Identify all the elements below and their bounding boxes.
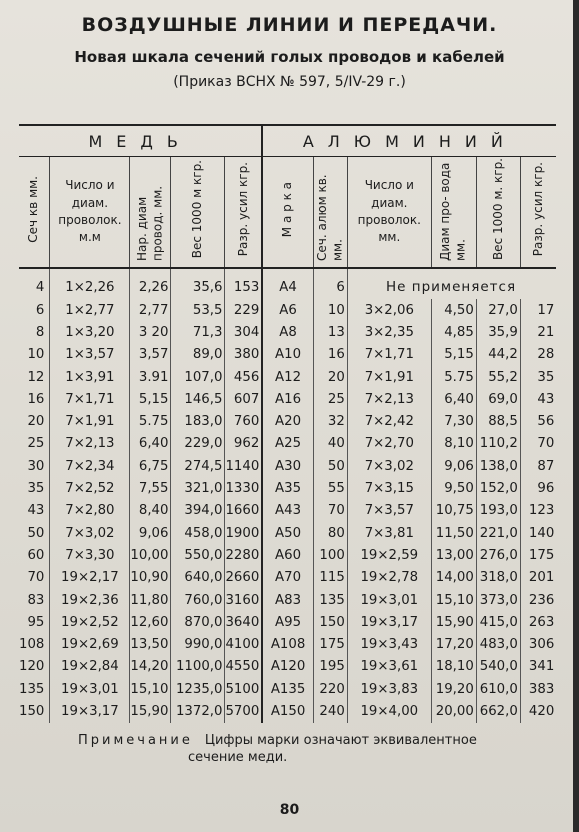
cell-al-mark: А95 (262, 611, 313, 633)
cell-al-mark: А43 (262, 500, 313, 522)
cell-cu-weight: 35,6 (171, 268, 225, 299)
cell-al-weight: 110,2 (476, 433, 520, 455)
cell-cu-section: 50 (19, 522, 50, 544)
header-al-strength-text: Разр. усил кгр. (530, 162, 545, 257)
cell-cu-wire-diam: 10,00 (130, 544, 171, 566)
header-cu-weight (171, 157, 225, 269)
table-row (19, 633, 556, 655)
header-cu-section-text: Сеч кв мм. (26, 175, 41, 243)
cell-al-section: 10 (313, 299, 347, 321)
cell-al-section: 115 (313, 567, 347, 589)
cell-al-section: 175 (313, 633, 347, 655)
cell-al-mark: А150 (262, 700, 313, 722)
cell-cu-wire-diam: 3,57 (130, 344, 171, 366)
cell-cu-wires: 7×2,52 (50, 477, 130, 499)
cell-cu-strength: 456 (225, 366, 262, 388)
cell-al-mark: А135 (262, 678, 313, 700)
cell-al-wire-diam: 9,50 (431, 477, 476, 499)
cell-cu-wire-diam: 15,90 (130, 700, 171, 722)
table-body (19, 268, 556, 723)
cell-al-weight: 415,0 (476, 611, 520, 633)
header-al-mark-text: М а р к а (280, 181, 295, 237)
cell-al-strength: 28 (537, 347, 555, 363)
cell-al-section: 6 (313, 268, 347, 299)
group-header-row (19, 125, 556, 157)
cell-al-weight: 318,0 (476, 567, 520, 589)
header-cu-wire-diam (130, 157, 171, 269)
header-al-wires: Число и диам. проволок. мм. (347, 157, 431, 269)
cell-al-wires: 19×3,43 (347, 633, 431, 655)
cell-al-wires: 7×2,42 (347, 410, 431, 432)
cell-al-weight: 27,0 (476, 299, 520, 321)
cell-al-section: 100 (313, 544, 347, 566)
cell-al-mark: А108 (262, 633, 313, 655)
footnote-text: Цифры марки означают эквивалентное (204, 733, 477, 748)
table-row (19, 433, 556, 455)
cell-al-wire-diam: 5.75 (431, 366, 476, 388)
cell-al-wires: 7×3,57 (347, 500, 431, 522)
cell-al-mark: А35 (262, 477, 313, 499)
cell-al-section: 220 (313, 678, 347, 700)
cell-cu-section: 120 (19, 656, 50, 678)
cell-al-strength: 263 (528, 614, 555, 630)
cell-al-wire-diam: 8,10 (431, 433, 476, 455)
cell-al-mark: А60 (262, 544, 313, 566)
cell-al-section: 195 (313, 656, 347, 678)
cell-al-section: 32 (313, 410, 347, 432)
cell-cu-section: 6 (19, 299, 50, 321)
cell-cu-weight: 146,5 (171, 388, 225, 410)
cell-cu-strength: 1660 (225, 500, 262, 522)
cell-al-mark: А8 (262, 321, 313, 343)
cell-cu-wires: 19×3,17 (50, 700, 130, 722)
header-al-wire-diam-text: Диам про- вода мм. (438, 162, 468, 262)
cell-al-weight: 88,5 (476, 410, 520, 432)
cell-al-mark: А83 (262, 589, 313, 611)
cell-cu-wires: 7×2,13 (50, 433, 130, 455)
cell-cu-wire-diam: 12,60 (130, 611, 171, 633)
cell-cu-section: 4 (19, 268, 50, 299)
cell-cu-wire-diam: 5,15 (130, 388, 171, 410)
cell-al-wire-diam: 19,20 (431, 678, 476, 700)
cell-cu-wire-diam: 3.91 (130, 366, 171, 388)
cell-al-weight: 610,0 (476, 678, 520, 700)
cell-cu-strength: 5700 (225, 700, 262, 722)
cell-cu-weight: 760,0 (171, 589, 225, 611)
cell-al-wires: 7×1,91 (347, 366, 431, 388)
cell-cu-section: 20 (19, 410, 50, 432)
cell-al-wires: 19×3,01 (347, 589, 431, 611)
footnote-label: Примечание (78, 733, 193, 748)
cell-al-weight: 44,2 (476, 344, 520, 366)
table-row (19, 567, 556, 589)
cell-al-section: 16 (313, 344, 347, 366)
cell-cu-wire-diam: 14,20 (130, 656, 171, 678)
cell-al-mark: А4 (262, 268, 313, 299)
cell-al-wires: 19×3,61 (347, 656, 431, 678)
cell-cu-section: 70 (19, 567, 50, 589)
cell-al-section: 135 (313, 589, 347, 611)
cell-cu-wire-diam: 15,10 (130, 678, 171, 700)
cell-cu-weight: 53,5 (171, 299, 225, 321)
cell-cu-section: 8 (19, 321, 50, 343)
cell-cu-section: 83 (19, 589, 50, 611)
header-al-wire-diam (431, 157, 476, 269)
cell-cu-weight: 321,0 (171, 477, 225, 499)
footnote-text-continued: сечение меди. (188, 750, 288, 765)
cell-cu-weight: 458,0 (171, 522, 225, 544)
cell-al-section: 55 (313, 477, 347, 499)
table-row (19, 700, 556, 722)
cell-al-wires: 7×3,81 (347, 522, 431, 544)
cell-al-wire-diam: 15,10 (431, 589, 476, 611)
cell-al-wires: 3×2,06 (347, 299, 431, 321)
cell-al-weight: 662,0 (476, 700, 520, 722)
table-row (19, 388, 556, 410)
page-title: ВОЗДУШНЫЕ ЛИНИИ И ПЕРЕДАЧИ. (81, 14, 498, 36)
cell-cu-section: 16 (19, 388, 50, 410)
group-aluminium: АЛЮМИНИЙ (262, 125, 556, 157)
cell-al-wire-diam: 6,40 (431, 388, 476, 410)
table-row (19, 410, 556, 432)
cell-al-section: 50 (313, 455, 347, 477)
cell-al-weight: 55,2 (476, 366, 520, 388)
cell-cu-section: 12 (19, 366, 50, 388)
cell-cu-strength: 962 (225, 433, 262, 455)
cell-cu-strength: 3160 (225, 589, 262, 611)
table-row (19, 678, 556, 700)
header-al-mark (262, 157, 313, 269)
cell-cu-weight: 229,0 (171, 433, 225, 455)
cell-al-mark: А30 (262, 455, 313, 477)
cell-cu-weight: 1100,0 (171, 656, 225, 678)
cell-al-mark: А120 (262, 656, 313, 678)
cell-cu-section: 108 (19, 633, 50, 655)
cell-al-weight: 540,0 (476, 656, 520, 678)
cell-al-strength: 236 (528, 592, 555, 608)
cell-cu-wires: 19×2,17 (50, 567, 130, 589)
cell-cu-strength: 1330 (225, 477, 262, 499)
cell-cu-wire-diam: 5.75 (130, 410, 171, 432)
table-row (19, 500, 556, 522)
cell-al-strength: 306 (528, 637, 555, 653)
header-cu-strength-text: Разр. усил кгр. (235, 162, 250, 257)
page-subtitle: Новая шкала сечений голых проводов и кабелей (74, 48, 505, 66)
order-reference: (Приказ ВСНХ № 597, 5/IV-29 г.) (173, 74, 406, 90)
cell-al-strength: 56 (537, 414, 555, 430)
cell-al-strength: 420 (528, 703, 555, 719)
cell-cu-section: 150 (19, 700, 50, 722)
cell-cu-weight: 990,0 (171, 633, 225, 655)
cell-al-wire-diam: 14,00 (431, 567, 476, 589)
cell-al-weight: 373,0 (476, 589, 520, 611)
cell-cu-strength: 304 (225, 321, 262, 343)
cell-cu-wire-diam: 7,55 (130, 477, 171, 499)
group-copper: МЕДЬ (19, 125, 262, 157)
cell-al-weight: 221,0 (476, 522, 520, 544)
header-al-weight-text: Вес 1000 м. кгр. (490, 158, 505, 261)
cell-cu-strength: 1900 (225, 522, 262, 544)
cell-al-wires: 7×3,15 (347, 477, 431, 499)
cell-cu-wire-diam: 9,06 (130, 522, 171, 544)
cell-cu-wire-diam: 10,90 (130, 567, 171, 589)
cell-cu-weight: 394,0 (171, 500, 225, 522)
cell-al-strength: 21 (537, 324, 555, 340)
cell-al-mark: А16 (262, 388, 313, 410)
cell-al-wire-diam: 11,50 (431, 522, 476, 544)
cell-cu-wires: 7×1,71 (50, 388, 130, 410)
cell-cu-wires: 1×3,91 (50, 366, 130, 388)
cell-al-wire-diam: 13,00 (431, 544, 476, 566)
cell-al-weight: 193,0 (476, 500, 520, 522)
cell-al-mark: А70 (262, 567, 313, 589)
cell-al-strength: 96 (537, 481, 555, 497)
cell-al-wires: 7×2,13 (347, 388, 431, 410)
cell-cu-strength: 4550 (225, 656, 262, 678)
cell-al-mark: А50 (262, 522, 313, 544)
cell-cu-weight: 1372,0 (171, 700, 225, 722)
header-cu-strength (225, 157, 262, 269)
cell-cu-wires: 19×2,69 (50, 633, 130, 655)
cell-al-weight: 138,0 (476, 455, 520, 477)
cell-cu-wire-diam: 3 20 (130, 321, 171, 343)
cell-cu-wires: 7×2,80 (50, 500, 130, 522)
cell-al-strength: 87 (537, 458, 555, 474)
cell-al-strength: 341 (528, 659, 555, 675)
cell-cu-wires: 19×2,84 (50, 656, 130, 678)
cell-al-wire-diam: 4,85 (431, 321, 476, 343)
cell-cu-wires: 1×2,77 (50, 299, 130, 321)
table-row (19, 344, 556, 366)
cell-al-wires: 7×2,70 (347, 433, 431, 455)
column-header-row (19, 157, 556, 269)
cell-cu-strength: 760 (225, 410, 262, 432)
cell-al-weight: 69,0 (476, 388, 520, 410)
table-row (19, 656, 556, 678)
cell-cu-weight: 274,5 (171, 455, 225, 477)
header-cu-section (19, 157, 50, 269)
cell-al-wires: 19×4,00 (347, 700, 431, 722)
cell-al-weight: 276,0 (476, 544, 520, 566)
cell-al-section: 70 (313, 500, 347, 522)
cell-al-mark: А6 (262, 299, 313, 321)
cell-cu-strength: 3640 (225, 611, 262, 633)
cell-cu-strength: 607 (225, 388, 262, 410)
header-al-weight (476, 157, 520, 269)
cell-cu-section: 30 (19, 455, 50, 477)
cell-cu-strength: 5100 (225, 678, 262, 700)
cell-cu-wire-diam: 6,40 (130, 433, 171, 455)
cell-cu-wires: 7×3,02 (50, 522, 130, 544)
cable-table (19, 124, 556, 723)
cell-cu-strength: 380 (225, 344, 262, 366)
cell-al-wires: 19×2,59 (347, 544, 431, 566)
cell-al-weight: 35,9 (476, 321, 520, 343)
cell-cu-strength: 4100 (225, 633, 262, 655)
table-row (19, 455, 556, 477)
table-row (19, 366, 556, 388)
cell-al-wire-diam: 17,20 (431, 633, 476, 655)
cell-cu-weight: 1235,0 (171, 678, 225, 700)
cell-al-mark: А12 (262, 366, 313, 388)
cell-cu-section: 43 (19, 500, 50, 522)
cell-cu-wire-diam: 11,80 (130, 589, 171, 611)
cell-cu-strength: 2280 (225, 544, 262, 566)
cell-al-section: 40 (313, 433, 347, 455)
table-row (19, 544, 556, 566)
cell-al-section: 25 (313, 388, 347, 410)
cell-al-section: 13 (313, 321, 347, 343)
cell-cu-wire-diam: 8,40 (130, 500, 171, 522)
cell-cu-weight: 71,3 (171, 321, 225, 343)
cell-al-wire-diam: 4,50 (431, 299, 476, 321)
cell-al-wires: 19×2,78 (347, 567, 431, 589)
cell-cu-weight: 183,0 (171, 410, 225, 432)
cell-cu-strength: 1140 (225, 455, 262, 477)
cell-al-strength: 70 (537, 436, 555, 452)
cell-cu-wires: 19×3,01 (50, 678, 130, 700)
cell-cu-wire-diam: 6,75 (130, 455, 171, 477)
cell-cu-section: 10 (19, 344, 50, 366)
table-row (19, 321, 556, 343)
cell-cu-weight: 107,0 (171, 366, 225, 388)
cell-not-applicable: Не применяется (386, 279, 517, 295)
header-cu-weight-text: Вес 1000 м кгр. (190, 160, 205, 259)
cell-al-wires: 19×3,17 (347, 611, 431, 633)
cell-al-section: 150 (313, 611, 347, 633)
header-cu-wires: Число и диам. проволок. м.м (50, 157, 130, 269)
cell-cu-weight: 640,0 (171, 567, 225, 589)
cell-al-weight: 152,0 (476, 477, 520, 499)
cell-cu-wires: 1×2,26 (50, 268, 130, 299)
cell-al-mark: А10 (262, 344, 313, 366)
cell-al-wire-diam: 20,00 (431, 700, 476, 722)
cell-al-wire-diam: 15,90 (431, 611, 476, 633)
cell-al-wire-diam: 18,10 (431, 656, 476, 678)
cell-al-wires: 3×2,35 (347, 321, 431, 343)
cell-al-strength: 201 (528, 570, 555, 586)
cell-al-strength: 175 (528, 547, 555, 563)
cell-al-strength: 383 (528, 681, 555, 697)
cell-cu-wire-diam: 2,26 (130, 268, 171, 299)
page-edge-shadow (573, 0, 579, 832)
cell-al-strength: 43 (537, 391, 555, 407)
cell-al-section: 20 (313, 366, 347, 388)
cell-al-mark: А25 (262, 433, 313, 455)
cell-al-wire-diam: 7,30 (431, 410, 476, 432)
cell-cu-weight: 870,0 (171, 611, 225, 633)
cell-al-weight: 483,0 (476, 633, 520, 655)
cell-cu-wires: 19×2,36 (50, 589, 130, 611)
header-cu-wire-diam-text: Нар. диам провод. мм. (134, 186, 165, 262)
cell-cu-section: 135 (19, 678, 50, 700)
table-row (19, 522, 556, 544)
header-al-section-text: Сеч. алюм кв. мм. (314, 174, 345, 262)
cell-al-strength: 17 (537, 302, 555, 318)
page-number: 80 (279, 802, 300, 818)
cell-cu-wires: 1×3,57 (50, 344, 130, 366)
header-al-section (313, 157, 347, 269)
table-row (19, 268, 556, 299)
cell-cu-wires: 1×3,20 (50, 321, 130, 343)
cell-al-section: 240 (313, 700, 347, 722)
cell-cu-weight: 89,0 (171, 344, 225, 366)
header-al-strength (520, 157, 556, 269)
footnote (78, 732, 568, 766)
cell-cu-section: 35 (19, 477, 50, 499)
table-row (19, 611, 556, 633)
cell-cu-wires: 7×2,34 (50, 455, 130, 477)
table-row (19, 589, 556, 611)
cell-cu-strength: 229 (225, 299, 262, 321)
cell-al-mark: А20 (262, 410, 313, 432)
cell-cu-wires: 7×3,30 (50, 544, 130, 566)
cell-cu-section: 95 (19, 611, 50, 633)
cell-al-wire-diam: 10,75 (431, 500, 476, 522)
cell-cu-wire-diam: 2,77 (130, 299, 171, 321)
cell-cu-strength: 2660 (225, 567, 262, 589)
cell-cu-wires: 19×2,52 (50, 611, 130, 633)
cell-al-wire-diam: 9,06 (431, 455, 476, 477)
cell-cu-wires: 7×1,91 (50, 410, 130, 432)
cell-al-wires: 19×3,83 (347, 678, 431, 700)
cell-al-strength: 123 (528, 503, 555, 519)
cell-al-wires: 7×3,02 (347, 455, 431, 477)
cell-cu-strength: 153 (225, 268, 262, 299)
table-row (19, 477, 556, 499)
cell-al-wire-diam: 5,15 (431, 344, 476, 366)
cell-al-strength: 35 (537, 369, 555, 385)
cell-cu-wire-diam: 13,50 (130, 633, 171, 655)
cell-cu-section: 25 (19, 433, 50, 455)
cell-al-section: 80 (313, 522, 347, 544)
cell-cu-weight: 550,0 (171, 544, 225, 566)
cell-al-wires: 7×1,71 (347, 344, 431, 366)
cell-cu-section: 60 (19, 544, 50, 566)
cell-al-strength: 140 (528, 525, 555, 541)
table-row (19, 299, 556, 321)
